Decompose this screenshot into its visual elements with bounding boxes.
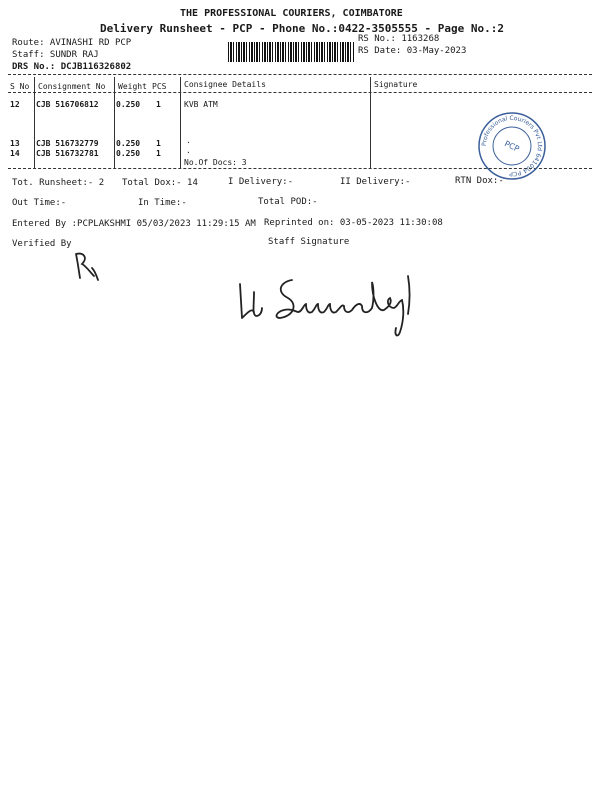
rtn-dox: RTN Dox:- (455, 176, 504, 186)
header-pcs: PCS (152, 82, 167, 91)
table-top-rule (8, 74, 592, 75)
table-row-consignment: CJB 516732779 (36, 139, 99, 148)
total-pod: Total POD:- (258, 197, 318, 207)
barcode (228, 42, 354, 62)
ii-delivery: II Delivery:- (340, 177, 411, 187)
verifier-initial (66, 246, 106, 286)
table-row-pcs: 1 (156, 149, 161, 158)
svg-text:PCP: PCP (502, 139, 521, 154)
header-sno: S No (10, 82, 30, 91)
total-runsheet: Tot. Runsheet:- 2 (12, 178, 105, 188)
table-row-weight: 0.250 (116, 100, 141, 109)
table-row-details: . (186, 136, 191, 145)
header-weight: Weight (118, 82, 147, 91)
table-row-consignment: CJB 516706812 (36, 100, 99, 109)
company-name: THE PROFESSIONAL COURIERS, COIMBATORE (180, 8, 403, 19)
reprinted-on: Reprinted on: 03-05-2023 11:30:08 (264, 218, 443, 228)
table-row-details: KVB ATM (184, 100, 218, 109)
out-time: Out Time:- (12, 198, 67, 208)
staff-label: Staff: SUNDR RAJ (12, 50, 99, 60)
column-divider (370, 77, 371, 169)
staff-signature (232, 262, 442, 342)
company-stamp (476, 110, 548, 182)
table-row-pcs: 1 (156, 139, 161, 148)
staff-signature-label: Staff Signature (268, 237, 350, 247)
header-signature: Signature (374, 80, 418, 89)
table-row-pcs: 1 (156, 100, 161, 109)
table-row-weight: 0.250 (116, 139, 141, 148)
docs-count: No.Of Docs: 3 (184, 158, 247, 167)
route-label: Route: AVINASHI RD PCP (12, 38, 132, 48)
column-divider (180, 77, 181, 169)
table-header-rule (8, 92, 592, 93)
stamp-ring-text: Professional Couriers Pvt Ltd 641004 PCP (480, 114, 544, 178)
total-dox: Total Dox:- 14 (122, 178, 198, 188)
column-divider (114, 77, 115, 169)
table-row-weight: 0.250 (116, 149, 141, 158)
i-delivery: I Delivery:- (228, 177, 294, 187)
table-row-sno: 12 (10, 100, 20, 109)
table-row-sno: 14 (10, 149, 20, 158)
table-row-sno: 13 (10, 139, 20, 148)
header-consignment: Consignment No (38, 82, 106, 91)
rs-number: RS No.: 1163268 (358, 34, 440, 44)
rs-date: RS Date: 03-May-2023 (358, 46, 467, 56)
document-title: Delivery Runsheet - PCP - Phone No.:0422-3505555 - Page No.:2 (100, 22, 504, 35)
drs-number: DRS No.: DCJB116326802 (12, 62, 132, 72)
header-consignee: Consignee Details (184, 80, 266, 89)
table-row-consignment: CJB 516732781 (36, 149, 99, 158)
column-divider (34, 77, 35, 169)
verified-by-label: Verified By (12, 239, 72, 249)
table-row-details: . (186, 146, 191, 155)
in-time: In Time:- (138, 198, 187, 208)
entered-by: Entered By :PCPLAKSHMI 05/03/2023 11:29:15 AM (12, 219, 256, 229)
